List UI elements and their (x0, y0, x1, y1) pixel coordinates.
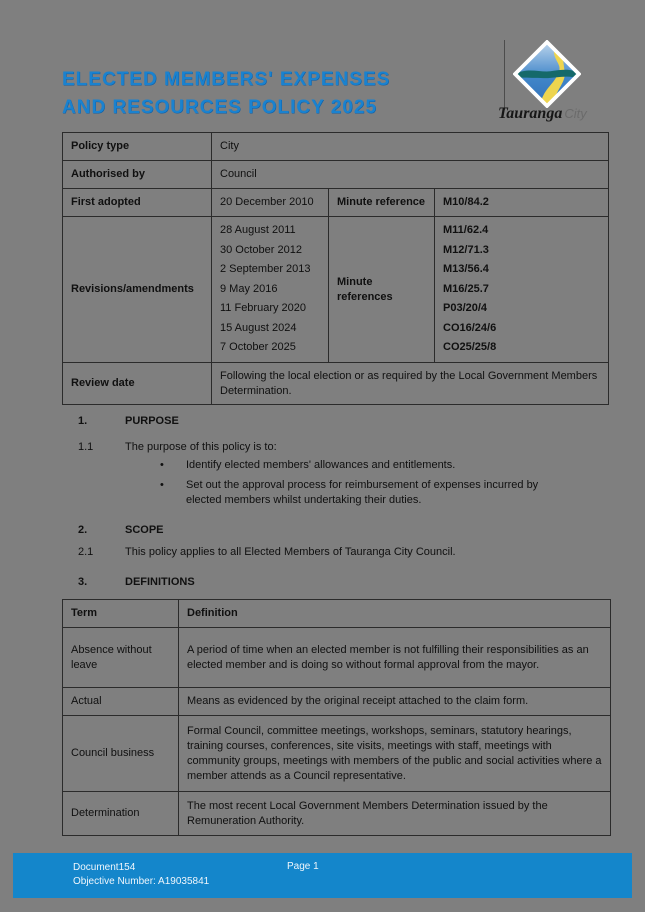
footer-document-info (73, 861, 209, 889)
table-row (63, 628, 611, 688)
minute-reference: M13/56.4 (443, 263, 489, 276)
table-row (63, 716, 611, 792)
revision-date: 30 October 2012 (220, 243, 302, 256)
policy-type-label: Policy type (63, 133, 212, 161)
logo-wordmark-tauranga: Tauranga (498, 105, 563, 122)
definition-column-header: Definition (179, 600, 611, 628)
minute-reference-label: Minute reference (329, 189, 435, 217)
policy-info-table (62, 132, 609, 405)
policy-sections (62, 414, 608, 590)
section-number: 3. (78, 576, 88, 588)
revision-date: 7 October 2025 (220, 341, 296, 354)
definition-cell: Means as evidenced by the original receipt attached to the claim form. (179, 688, 611, 716)
table-row (63, 688, 611, 716)
minute-reference: P03/20/4 (443, 302, 488, 315)
clause-1-1 (62, 440, 608, 455)
term-column-header: Term (63, 600, 179, 628)
tauranga-diamond-icon (513, 40, 581, 108)
tauranga-city-logo (495, 36, 615, 128)
term-cell: Council business (63, 716, 179, 792)
section-scope-heading (62, 523, 608, 538)
minute-references-label: Minute references (329, 217, 435, 363)
term-cell: Actual (63, 688, 179, 716)
authorised-by-value: Council (212, 161, 609, 189)
bullet-text: Identify elected members' allowances and entitlements. (186, 459, 456, 471)
authorised-by-label: Authorised by (63, 161, 212, 189)
minute-reference: M12/71.3 (443, 243, 489, 256)
bullet-icon: • (160, 459, 164, 471)
table-row (63, 189, 609, 217)
purpose-bullet-2 (62, 478, 608, 508)
table-row (63, 161, 609, 189)
logo-divider-line (504, 40, 505, 110)
policy-type-value: City (212, 133, 609, 161)
first-adopted-label: First adopted (63, 189, 212, 217)
section-title: PURPOSE (125, 415, 179, 427)
clause-text: The purpose of this policy is to: (125, 441, 277, 453)
revision-date: 11 February 2020 (220, 302, 307, 315)
footer-document-name: Document154 (73, 862, 136, 873)
revision-date: 9 May 2016 (220, 282, 278, 295)
term-cell: Absence without leave (63, 628, 179, 688)
page-title-line1: ELECTED MEMBERS' EXPENSES (62, 69, 391, 90)
revision-date: 28 August 2011 (220, 224, 296, 237)
review-date-label: Review date (63, 363, 212, 405)
definition-cell: The most recent Local Government Members Determination issued by the Remuneration Authority. (179, 792, 611, 836)
definition-cell: Formal Council, committee meetings, workshops, seminars, statutory hearings, training courses, conferences, site visits, meetings with staff, meetings with community groups, meetings with members of the public and social activities where a member attends as a Council representative. (179, 716, 611, 792)
first-adopted-value: 20 December 2010 (212, 189, 329, 217)
section-definitions-heading (62, 575, 608, 590)
clause-number: 1.1 (78, 441, 94, 453)
page-footer-bar (13, 853, 632, 898)
bullet-icon: • (160, 479, 164, 491)
section-number: 1. (78, 415, 88, 427)
table-row (63, 133, 609, 161)
minute-reference: M16/25.7 (443, 282, 489, 295)
logo-wordmark-city: City (564, 106, 587, 121)
minute-reference-value: M10/84.2 (435, 189, 609, 217)
table-row (63, 363, 609, 405)
table-header-row (63, 600, 611, 628)
table-row (63, 217, 609, 363)
revisions-label: Revisions/amendments (63, 217, 212, 363)
revision-date: 15 August 2024 (220, 321, 297, 334)
term-cell: Determination (63, 792, 179, 836)
logo-wordmark (498, 105, 618, 123)
minute-references-values (435, 217, 609, 363)
section-title: DEFINITIONS (125, 576, 195, 588)
minute-reference: M11/62.4 (443, 224, 489, 237)
definitions-table (62, 599, 611, 836)
revisions-dates (212, 217, 329, 363)
purpose-bullet-1 (62, 458, 608, 473)
page-title-line2: AND RESOURCES POLICY 2025 (62, 97, 378, 118)
definition-cell: A period of time when an elected member is not fulfilling their responsibilities as an elected member and is doing so without formal approval from the mayor. (179, 628, 611, 688)
bullet-text: Set out the approval process for reimbursement of expenses incurred by elected members whilst undertaking their duties. (186, 479, 539, 506)
page-title (62, 66, 482, 122)
footer-objective-number: Objective Number: A19035841 (73, 876, 210, 887)
table-row (63, 792, 611, 836)
footer-page-number: Page 1 (287, 861, 319, 872)
section-number: 2. (78, 524, 88, 536)
minute-reference: CO16/24/6 (443, 321, 497, 334)
section-title: SCOPE (125, 524, 164, 536)
revision-date: 2 September 2013 (220, 263, 311, 276)
minute-reference: CO25/25/8 (443, 341, 497, 354)
clause-number: 2.1 (78, 546, 94, 558)
clause-2-1 (62, 545, 608, 560)
clause-text: This policy applies to all Elected Members of Tauranga City Council. (125, 546, 456, 558)
section-purpose-heading (62, 414, 608, 429)
review-date-value: Following the local election or as required by the Local Government Members Determination. (212, 363, 609, 405)
